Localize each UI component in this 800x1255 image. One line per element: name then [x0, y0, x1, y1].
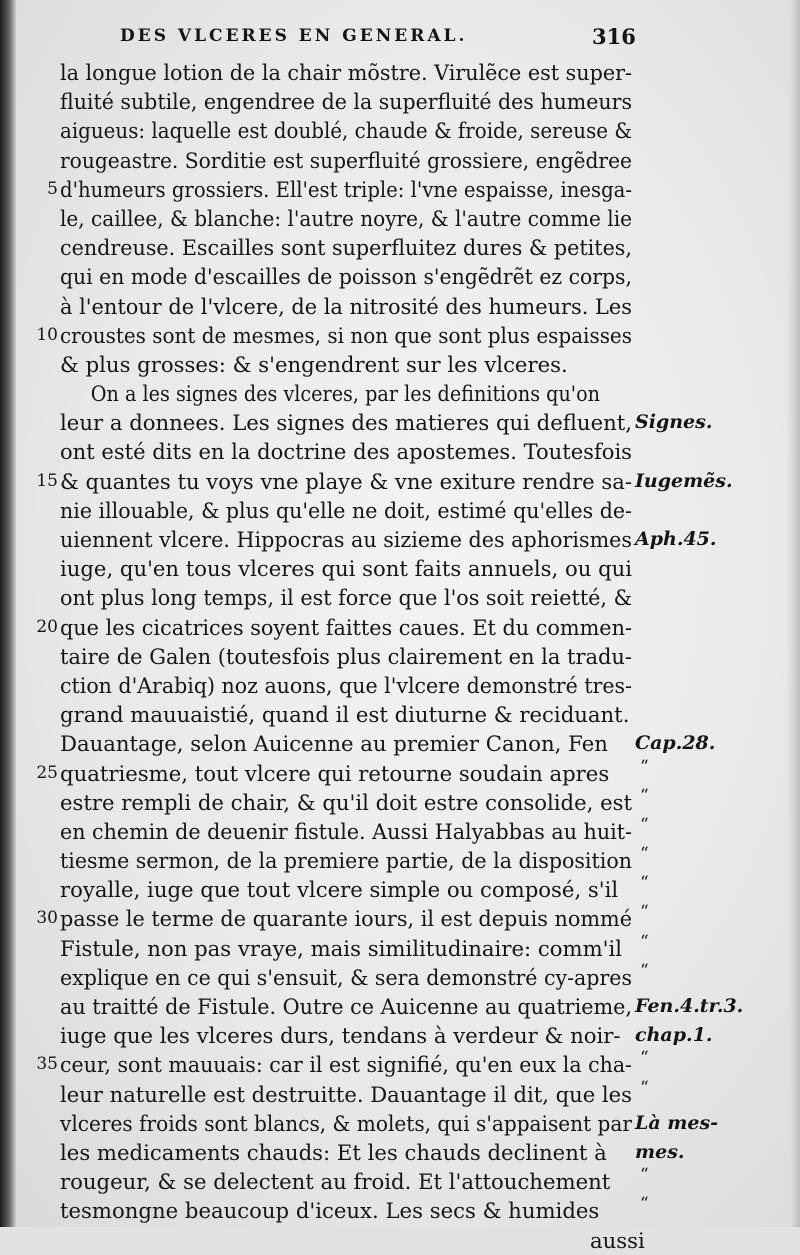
text-line — [60, 1138, 685, 1167]
line-text: explique en ce qui s'ensuit, & sera demonstré cy-apres — [60, 964, 632, 990]
line-text: & quantes tu voys vne playe & vne exiture rendre sa- — [60, 468, 632, 494]
page-number: 316 — [592, 24, 636, 49]
line-text: cendreuse. Escailles sont superfluitez dures & petites, — [60, 235, 632, 261]
line-text: iuge, qu'en tous vlceres qui sont faits annuels, ou qui — [60, 556, 632, 582]
text-line — [60, 554, 640, 583]
line-text: grand mauuaistié, quand il est diuturne & reciduant. — [60, 702, 630, 728]
margin-note: Là mes- — [635, 1111, 719, 1134]
quotation-mark: “ — [640, 785, 649, 806]
margin-note: Cap.28. — [635, 732, 716, 755]
quotation-mark: “ — [640, 931, 649, 952]
running-header: DES VLCERES EN GENERAL. — [120, 26, 468, 46]
text-line — [36, 321, 640, 350]
line-text: iuge que les vlceres durs, tendans à verdeur & noir- — [60, 1023, 621, 1049]
line-text: rougeastre. Sorditie est superfluité grossiere, engẽdree — [60, 147, 632, 173]
margin-note: chap.1. — [635, 1024, 713, 1047]
line-text: que les cicatrices soyent faittes caues. Et du commen- — [60, 614, 632, 640]
text-line — [60, 671, 640, 700]
line-text: Fistule, non pas vraye, mais similitudinaire: comm'il — [60, 935, 623, 961]
text-line — [60, 496, 640, 525]
quotation-mark: “ — [640, 1077, 649, 1098]
text-line — [60, 1021, 713, 1050]
line-text: ceur, sont mauuais: car il est signifié, qu'en eux la cha- — [60, 1052, 632, 1078]
text-line — [36, 756, 649, 788]
text-line — [60, 262, 640, 291]
text-line — [60, 379, 640, 408]
line-text: les medicaments chauds: Et les chauds declinent à — [60, 1139, 607, 1165]
line-text: croustes sont de mesmes, si non que sont plus espaisses — [60, 322, 632, 348]
line-number: 20 — [36, 616, 58, 637]
text-line — [60, 960, 649, 992]
text-line — [60, 408, 713, 437]
line-text: rougeur, & se delectent au froid. Et l'attouchement — [60, 1169, 611, 1195]
line-text: tiesme sermon, de la premiere partie, de la disposition — [60, 848, 632, 874]
line-text: taire de Galen (toutesfois plus clairement en la tradu- — [60, 643, 632, 669]
quotation-mark: “ — [640, 960, 649, 981]
line-text: On a les signes des vlceres, par les definitions qu'on — [90, 381, 600, 407]
page-gutter-shadow — [0, 0, 16, 1227]
text-line — [60, 729, 716, 758]
line-text: nie illouable, & plus qu'elle ne doit, estimé qu'elles de- — [60, 497, 632, 523]
text-line — [36, 902, 649, 933]
quotation-mark: “ — [640, 873, 649, 894]
text-line — [60, 350, 640, 379]
margin-note: Iugemẽs. — [635, 469, 733, 492]
quotation-mark: “ — [640, 1165, 649, 1186]
line-text: passe le terme de quarante iours, il est depuis nommé — [60, 906, 632, 932]
body-text — [36, 58, 744, 1255]
line-text: fluité subtile, engendree de la superfluité des humeurs — [60, 89, 632, 115]
quotation-mark: “ — [640, 814, 649, 835]
line-number: 15 — [36, 470, 58, 491]
text-line — [60, 844, 649, 875]
quotation-mark: “ — [640, 1194, 649, 1215]
text-line — [60, 642, 640, 671]
margin-note: Aph.45. — [635, 528, 717, 550]
text-line — [60, 58, 640, 87]
text-line — [60, 873, 649, 904]
text-line — [60, 146, 640, 175]
text-line — [60, 814, 649, 846]
text-line — [60, 931, 649, 963]
line-text: estre rempli de chair, & qu'il doit estre consolide, est — [60, 789, 632, 815]
text-line — [36, 1048, 649, 1079]
line-text: aigueus: laquelle est doublé, chaude & froide, sereuse & — [60, 118, 632, 144]
line-text: leur naturelle est destruitte. Dauantage il dit, que les — [60, 1081, 632, 1107]
line-number: 5 — [47, 178, 58, 199]
text-line — [36, 467, 733, 496]
line-text: royalle, iuge que tout vlcere simple ou composé, s'il — [60, 877, 619, 903]
line-number: 25 — [36, 762, 58, 783]
margin-note: Signes. — [635, 411, 713, 434]
line-text: en chemin de deuenir fistule. Aussi Halyabbas au huit- — [60, 818, 632, 844]
text-line — [60, 292, 640, 321]
margin-note: Fen.4.tr.3. — [635, 995, 744, 1017]
line-text: ont plus long temps, il est force que l'os soit reietté, & — [60, 585, 632, 611]
line-text: le, caillee, & blanche: l'autre noyre, & l'autre comme lie — [60, 205, 632, 231]
catchword: aussi — [590, 1227, 645, 1253]
quotation-mark: “ — [640, 902, 649, 923]
line-text: au traitté de Fistule. Outre ce Auicenne au quatrieme, — [60, 994, 632, 1019]
text-line — [60, 1165, 649, 1196]
page-edge — [786, 0, 800, 1227]
text-line — [60, 1077, 649, 1109]
line-text: tesmongne beaucoup d'iceux. Les secs & humides — [60, 1198, 600, 1224]
text-line — [60, 1109, 719, 1138]
text-line — [60, 87, 640, 116]
text-line — [60, 525, 717, 554]
line-text: vlceres froids sont blancs, & molets, qui s'appaisent par — [60, 1110, 632, 1136]
text-line — [47, 175, 640, 204]
line-text: à l'entour de l'vlcere, de la nitrosité des humeurs. Les — [60, 293, 632, 319]
line-text: & plus grosses: & s'engendrent sur les vlceres. — [60, 351, 568, 377]
line-text: la longue lotion de la chair mõstre. Virulẽce est super- — [60, 60, 632, 85]
line-text: ont esté dits en la doctrine des apostemes. Toutesfois — [60, 439, 632, 465]
line-number: 30 — [36, 908, 58, 929]
line-number: 10 — [36, 324, 58, 345]
text-line — [60, 1194, 649, 1225]
line-text: qui en mode d'escailles de poisson s'engẽdrẽt ez corps, — [60, 264, 632, 290]
line-text: Dauantage, selon Auicenne au premier Canon, Fen — [60, 731, 608, 757]
margin-note: mes. — [635, 1140, 685, 1163]
text-line — [60, 204, 640, 233]
line-text: quatriesme, tout vlcere qui retourne soudain apres — [60, 760, 610, 786]
text-line — [60, 233, 640, 262]
line-text: d'humeurs grossiers. Ell'est triple: l'vne espaisse, inesga- — [60, 176, 632, 202]
line-text: leur a donnees. Les signes des matieres qui defluent, — [60, 410, 632, 436]
text-line — [60, 700, 640, 729]
text-line — [60, 116, 640, 145]
quotation-mark: “ — [640, 844, 649, 865]
line-text: ction d'Arabiq) noz auons, que l'vlcere demonstré tres- — [60, 672, 632, 698]
quotation-mark: “ — [640, 756, 649, 777]
text-line — [60, 992, 744, 1021]
line-text: uiennent vlcere. Hippocras au sizieme des aphorismes — [60, 527, 632, 552]
text-line — [36, 613, 640, 642]
text-line — [60, 785, 649, 817]
line-number: 35 — [36, 1054, 58, 1075]
text-line — [60, 1226, 645, 1255]
text-line — [60, 437, 640, 466]
quotation-mark: “ — [640, 1048, 649, 1069]
text-line — [60, 583, 640, 612]
